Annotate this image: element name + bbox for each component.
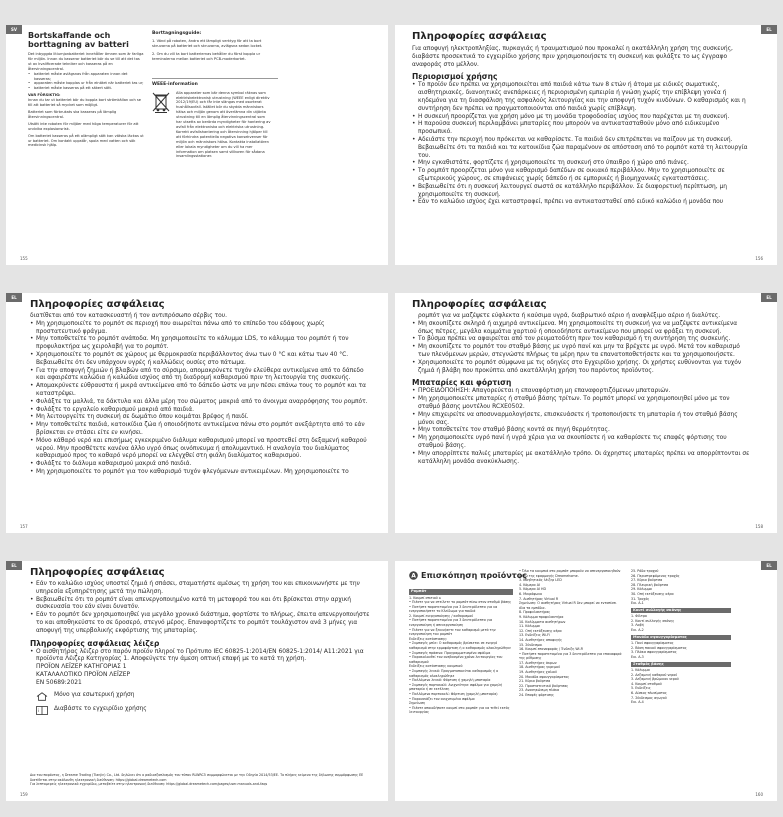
- part-item: 18. Αισθητήρας γκρεμού: [519, 665, 560, 670]
- part-item: 24. Επαφές φόρτισης: [519, 693, 554, 698]
- list-item: • apparaten måste kopplas ur från elnätet när batteriet tas ur;: [28, 81, 144, 86]
- list-item: • Μόνο κάθαρό νερό και επισήμως εγκεκριμένο διάλυμα καθαρισμού μπορεί να προστεθεί στη δεξαμενή καθαρού νερού. Μην προσθέτετε κανένα άλλο υγρό όπως οινόπνευμα ή απολυμαντικό. Η αναλογία του διαλύματος καθαρισμού προς το καθαρό νερό μπορεί να ελεγχθεί στη φιάλη διαλύματος καθαρισμού.: [30, 438, 370, 461]
- list-item: • Μη σκουπίζετε το ρομπότ του σταθμό βάσης με υγρό πανί και μην τα βρέχετε με υγρό. Μετά τον καθαρισμό των πλενόμενων μερών, στεγνώστε πλήρως τα μέρη πριν τα επανατοποθετήσετε και τα χρησιμοποιήσετε.: [412, 344, 752, 360]
- content: [30, 567, 370, 715]
- list-item: • Το βύσμα πρέπει να αφαιρείται από τον ρευματοδότη πριν τον καθαρισμό ή τη συντήρηση της συσκευής.: [412, 336, 752, 344]
- list-item: • Φυλάξτε τα μαλλιά, τα δάκτυλα και άλλα μέρη του σώματος μακριά από το άνοιγμα αναρρόφησης του ρομπότ.: [30, 399, 370, 407]
- list-item: • Το προϊόν δεν πρέπει να χρησιμοποιείται από παιδιά κάτω των 8 ετών ή άτομα με ειδικές σωματικές, αισθητηριακές, διανοητικές ανεπάρκειες ή περιορισμένη εμπειρία ή γνώση χωρίς την επίβλεψη γονέα ή κηδεμόνα για τη διασφάλιση της ασφαλούς λειτουργίας και την αποφυγή τυχόν κινδύνων. Ο καθαρισμός και η συντήρηση δεν πρέπει να πραγματοποιούνται από παιδιά χωρίς επίβλεψη.: [412, 82, 752, 113]
- lead-text: διατίθεται από τον κατασκευαστή ή τον αντιπρόσωπο σέρβις του.: [30, 313, 228, 319]
- part-item: 7. Αισθητήρας Virtual R: [519, 596, 559, 601]
- list-item: • Η συσκευή προορίζεται για χρήση μόνο με τη μονάδα τροφοδοσίας ισχύος που παρέχεται με τη συσκευή.: [412, 114, 752, 122]
- part-item: 1. Κάλυμμα: [631, 668, 650, 672]
- guide-step: 2. Om du vill ta bort batteriernas behåller du först koppla ur terminalerna mellan batteriet och PCB-moderkortet.: [152, 51, 261, 61]
- part-item: • Πιέστε για να ξεκινήσετε τον καθαρισμό μετά την ενεργοποίηση του ρομπότ: [409, 627, 496, 637]
- bullet-list: [412, 388, 752, 466]
- language-tab: EL: [761, 293, 777, 302]
- part-item: 5. Ενδείξεις: [631, 686, 651, 691]
- list-item: • Μη χρησιμοποιείτε υγρό πανί ή υγρά χέρια για να σκουπίσετε ή να καθαρίσετε τις επαφές φόρτισης του σταθμού βάσης.: [412, 435, 752, 451]
- page-title: Πληροφορίες ασφάλειας: [30, 567, 165, 578]
- laser-class-line: ΚΑΤΑΛΑΛΟΤΙΚΟ ΠΡΟΪΟΝ ΛΕΪΖΕΡ: [36, 671, 131, 678]
- part-item: Εικ. Α-3: [631, 654, 644, 659]
- part-item: 20. Μονάδα σφουγγαρίσματος: [519, 674, 570, 679]
- content: [30, 299, 370, 477]
- part-item: 8. Προφυλακτήρας: [519, 610, 551, 615]
- section-heading: Πληροφορίες ασφάλειας λέιζερ: [30, 638, 160, 648]
- language-tab: EL: [761, 561, 777, 570]
- part-item: 26. Περιστρεφόμενος τροχός: [631, 573, 680, 578]
- manual-link-text: Για λεπτομερείς ηλεκτρονικό εγχειρίδιο, μεταβείτε στην ηλεκτρονική διεύθυνση: https://global.dreametech.com/pages/user-manuals-and-faqs: [30, 782, 268, 787]
- part-item: 23. Ανασηκώσιμη πλάκα: [519, 688, 560, 693]
- part-item: 4. Κάμερα AI: [519, 582, 540, 587]
- part-item: 6. Μικρόφωνο: [519, 591, 543, 596]
- page-160: [395, 561, 777, 801]
- section-heading: WEEE-information: [152, 81, 198, 87]
- list-item: • Βεβαιωθείτε ότι η συσκευή λειτουργεί σωστά σε κατάλληλο περιβάλλον. Σε διαφορετική περίπτωση, μη χρησιμοποιείτε τη συσκευή.: [412, 184, 752, 200]
- part-item: 30. Οπή εκτόξευσης αέρα: [631, 591, 674, 596]
- laser-class-line: EN 50689:2021: [36, 679, 82, 686]
- divider: [152, 78, 278, 79]
- page-157: [6, 293, 388, 533]
- lead-text: ρομπότ για να μαζέψετε εύφλεκτα ή καύσιμα υγρά, διαβρωτικό αέριο ή αναφλέξιμο αέριο ή διαλύτες.: [418, 313, 721, 319]
- caution-text: Innan du tar ut batteriet bör du koppla bort strömkällan och se till att batteriet så mycket som möjligt.: [28, 98, 142, 108]
- list-item: • batteriet måste avlägsnas från apparaten innan det kasseras;: [28, 72, 144, 82]
- list-item: • Μην απορρίπτετε παλιές μπαταρίες με ακατάλληλο τρόπο. Οι άχρηστες μπαταρίες πρέπει να απορρίπτονται σε κατάλληλη μονάδα ανακύκλωσης.: [412, 451, 752, 467]
- part-item: 25. Ρόδα τροχού: [631, 569, 659, 573]
- list-item: • Φυλάξτε το εργαλείο καθαρισμού μακριά από παιδιά.: [30, 407, 370, 415]
- bullet-list: [28, 72, 144, 92]
- footer: [30, 773, 380, 787]
- part-item: Εικ. Α-4: [631, 700, 644, 705]
- dustbin-parts-list: [631, 614, 731, 632]
- part-item: 2. Βάση πανιού σφουγγαρίσματος: [631, 645, 687, 650]
- part-item: Εικ. Α-2: [631, 628, 644, 633]
- part-item: • Συμπαγές πράσινο: Προγραμματισμένο σφάλμα: [409, 650, 491, 655]
- part-item: • Πατήστε παρατεταμένα για 3 δευτερόλεπτα για επαναφορά της ρύθμισης: [519, 651, 622, 661]
- part-item: 10. Καλύμματα αισθητήρων: [519, 619, 566, 624]
- part-item: 6. Δίσκος πλυσίματος: [631, 690, 667, 695]
- page-title-line2: borttagning av batteri: [28, 40, 129, 49]
- list-item: • Εάν το καλώδιο ισχύος υποστεί ζημιά ή σπάσει, σταματήστε αμέσως τη χρήση του και επικοινωνήστε με την υπηρεσία εξυπηρέτησης μετά την πώληση.: [30, 581, 370, 597]
- part-item: 2. Κουτί συλλογής σκόνης: [631, 618, 675, 623]
- bullet-list: [30, 649, 370, 665]
- list-item: • Χρησιμοποιείτε το ρομπότ σύμφωνα με τις οδηγίες στο Εγχειρίδιο χρήσης. Οι χρήστες ευθύνονται για τυχόν ζημιά ή βλάβη που προκύπτει από ακατάλληλη χρήση του παρόντος προϊόντος.: [412, 360, 752, 376]
- svg-text:A: A: [411, 572, 416, 580]
- indoor-use-row: [30, 692, 370, 701]
- part-item: 22. Προστατευτικό βούρτσας: [519, 683, 569, 688]
- section-a-badge-icon: [409, 571, 418, 580]
- manual-label: Διαβάστε το εγχειρίδιο χρήσης: [54, 706, 147, 713]
- list-item: • Μη λειτουργείτε τη συσκευή σε δωμάτιο όπου κοιμάται βρέφος ή παιδί.: [30, 414, 370, 422]
- part-item: • Συμπαγές μπλε: Ο καθαρισμός βρίσκεται σε ενεργό καθαρισμό στην ερμοφόρτιση ή ο καθαρισμός ολοκληρώθηκε: [409, 641, 511, 651]
- part-item: 3. Βοηθητικός λέιζερ LED: [519, 578, 562, 583]
- bullet-list: [30, 321, 370, 477]
- part-item: • Όλα τα κουμπιά στο ρομπότ μπορούν να απενεργοποιηθούν μέσω της εφαρμογής Dreamehome.: [519, 569, 621, 578]
- section-bar: Σταθμός βάσης: [631, 662, 731, 668]
- overview-column-3: [631, 569, 731, 705]
- list-item: • Η παρούσα συσκευή περιλαμβάνει μπαταρίες που μπορούν να αντικατασταθούν μόνο από ειδικευμένο προσωπικό.: [412, 121, 752, 137]
- list-item: • Μη χρησιμοποιείτε το ρομπότ σε περιοχή που αιωρείται πάνω από το επίπεδο του εδάφους χωρίς προστατευτικό φράγμα.: [30, 321, 370, 337]
- bullet-list: [412, 82, 752, 207]
- list-item: • batteriet måste kasseras på ett säkert sätt.: [28, 86, 144, 91]
- list-item: • Για την αποφυγή ζημιών ή βλαβών από το σύρσιμο, απομακρύνετε τυχόν ελεύθερα αντικείμενα από το δάπεδο και αφαιρέστε καλώδια ή καλώδια ισχύος από τη διαδρομή καθαρισμού πριν τη λειτουργία της συσκευής.: [30, 368, 370, 384]
- page-number: 156: [755, 256, 763, 261]
- bullet-list: [30, 581, 370, 636]
- robot-parts-list-end: [631, 569, 731, 606]
- disposal-column-2: [152, 31, 278, 159]
- manual-book-icon: [36, 706, 48, 715]
- part-item: • Πιέστε οποιοδήποτε κουμπί στο ρομπότ για να τεθεί εκτός λειτουργίας: [409, 705, 510, 715]
- base-station-parts-list: [631, 668, 731, 705]
- part-item: 13. Ενδείξεις Wi-Fi: [519, 633, 550, 638]
- manual-row: [30, 706, 370, 715]
- list-item: • Χρησιμοποιείτε το ρομπότ σε χώρους με θερμοκρασία περιβάλλοντος άνω των 0 °C και κάτω των 40 °C. Βεβαιωθείτε ότι δεν υπάρχουν υγρές ή καλλώδεις ουσίες στο πάτωμα.: [30, 352, 370, 368]
- overview-column-2: [519, 569, 623, 698]
- list-item: • Μη χρησιμοποιείτε μπαταρίες ή σταθμό βάσης τρίτων. Το ρομπότ μπορεί να χρησιμοποιηθεί μόνο με τον σταθμό βάσης μοντέλου RCXE0502.: [412, 396, 752, 412]
- part-item: • Παρουσιάζει τον ανιχνευμένο σφάλμα: [409, 696, 475, 701]
- part-item: 3. Πλάκα σφουγγαρίσματος: [631, 650, 677, 655]
- svg-text:i: i: [38, 707, 40, 713]
- mop-parts-list: [631, 641, 731, 659]
- list-item: • Μην τοποθετείτε το ρομπότ ανάποδα. Μη χρησιμοποιείτε το κάλυμμα LDS, το κάλυμμα του ρομπότ ή τον προφυλακτήρα ως χειρολαβή για το ρομπότ.: [30, 336, 370, 352]
- list-item: • Απομακρύνετε εύθραυστα ή μικρά αντικείμενα από το δάπεδο ώστε να μην πέσει επάνω τους το ρομπότ και τα καταστρέψει.: [30, 383, 370, 399]
- part-item: 14. Αισθητήρες αποφυγής: [519, 637, 563, 642]
- part-item: 11. Κάλυμμα: [519, 624, 540, 629]
- part-item: Σημείωση: Ο αισθητήρας Virtual R δεν μπορεί να εντοπίσει όλα τα εμπόδια.: [519, 601, 617, 610]
- part-item: 21. Κύρια βούρτσα: [519, 679, 551, 684]
- part-item: • Πατήστε παρατεταμένα για 3 δευτερόλεπτα για ενεργοποίηση ή απενεργοποίηση: [409, 618, 493, 628]
- page-title: Πληροφορίες ασφάλειας: [412, 31, 547, 42]
- weee-text: Alla apparater som bär denna symbol räknas som elektriskelektronisk utrustning (WEEE enligt direktiv 2012/19/EU) och får inte slängas med osorterat hushållsavfall. Istället bör du skydda människors hälsa och miljön genom att överlämna din utjänta utrustning till en lämplig återvinningscentral som har utsetts av berörda myndigheter för hantering av avfall från elektroniska och elektriska utrustning. Korrekt avfallshantering och återvinning hjälper till att förhindra potentiella negativa konsekvenser för miljön och människors hälsa. Kontakta installatören eller lokala myndigheter om du vill ha mer information om platsen samt villkoren för sådana insamlingsstationer.: [176, 90, 271, 159]
- title-row: [409, 571, 527, 580]
- part-item: 27. Κύρια βούρτσα: [631, 578, 663, 583]
- list-item: • Μην εγκαθιστάτε, φορτίζετε ή χρησιμοποιείτε τη συσκευή στο ύπαιθρο ή χώρο από πιάνες.: [412, 160, 752, 168]
- part-item: 16. Κουμπί επαναφοράς / Ένδειξη Wi-Fi: [519, 647, 584, 652]
- list-item: • Μην τοποθετείτε παιδιά, κατοικίδια ζώα ή οποιοδήποτε αντικείμενα πάνω στο ρομπότ ανεξάρτητα από το εάν βρίσκεται εν στάσει είτε εν κινήσει.: [30, 422, 370, 438]
- part-item: Εικ. Α-1: [631, 601, 644, 606]
- section-heading: Περιορισμοί χρήσης: [412, 72, 498, 82]
- part-item: 15. Σύνδεσμοι: [519, 642, 543, 647]
- page-155: [6, 25, 388, 265]
- part-item: 2. Κουμπί ενεργοποίησης / καθαρισμού: [409, 613, 474, 618]
- list-item: • ΠΡΟΕΙΔΟΠΟΙΗΣΗ: Απαγορεύεται η επαναφόρτιση μη επαναφορτιζόμενων μπαταριών.: [412, 388, 752, 396]
- part-item: 28. Πλευρική βούρτσα: [631, 582, 669, 587]
- page-title: Bortskaffande och: [28, 31, 111, 40]
- part-item: 17. Αισθητήρες άκρων: [519, 660, 557, 665]
- list-item: • Μη χρησιμοποιείτε το ρομπότ για τον καθαρισμό τυχόν φλεγόμενων αντικειμένων. Μη χρησιμοποιείτε το: [30, 469, 370, 477]
- page-title: Πληροφορίες ασφάλειας: [412, 299, 547, 310]
- part-item: 4. Κουμπί σταθμού: [631, 681, 662, 686]
- disposal-column-1: [28, 31, 144, 148]
- part-item: • Συμπαγές πορτοκαλί: Ανιχνεύτηκε σφάλμα για χαμηλή μπαταρία ή σε εκτέλεση: [409, 682, 503, 692]
- part-item: 7. Σύνδεσμος αγωγού: [631, 695, 667, 700]
- content: [412, 299, 752, 466]
- section-heading: Borttagningsguide:: [152, 31, 202, 36]
- section-heading: Μπαταρίες και φόρτιση: [412, 378, 512, 388]
- list-item: • Μην τοποθετείτε τον σταθμό βάσης κοντά σε πηγή θερμότητας.: [412, 427, 752, 435]
- part-item: 31. Τροχός: [631, 596, 650, 601]
- language-tab: SV: [6, 25, 22, 34]
- part-item: • Πιέστε για να στείλετε το ρομπότ πίσω στον σταθμό βάσης: [409, 600, 512, 605]
- part-item: Ενδείξεις κατάστασης:: [409, 636, 448, 641]
- part-item: Ενδείξεις κατάστασης κουμπιού:: [409, 664, 464, 669]
- list-item: • Το ρομπότ προορίζεται μόνο για καθαρισμό δαπέδων σε οικιακό περιβάλλον. Μην το χρησιμοποιείτε σε εξωτερικούς χώρους, σε επιφάνειες χωρίς δάπεδο ή σε εμπορικές ή βιομηχανικές εγκαταστάσεις.: [412, 168, 752, 184]
- laser-class-line: ΠΡΟΪΟΝ ΛΕΪΖΕΡ ΚΑΤΗΓΟΡΙΑΣ 1: [36, 664, 127, 671]
- page-number: 159: [20, 792, 28, 797]
- page-title: Επισκόπηση προϊόντος: [421, 571, 528, 580]
- language-tab: EL: [6, 293, 22, 302]
- caution-text: Utsätt inte roboten för miljöer med höga temperaturer för att undvika explosionsrisk.: [28, 121, 139, 131]
- robot-parts-list-cont: [519, 569, 623, 698]
- page-number: 158: [755, 524, 763, 529]
- page-number: 155: [20, 256, 28, 261]
- list-item: • Μην επιχειρείτε να αποσυναρμολογήσετε, επισκευάσετε ή τροποποιήσετε τη μπαταρία ή τον σταθμό βάσης μόνοι σας.: [412, 412, 752, 428]
- part-item: • Παλλόμενο πορτοκαλί: Φόρτιση (χαμηλή μπαταρία): [409, 691, 498, 696]
- intro-text: Det inbyggda litiumjonbatteriet innehåller ämnen som är farliga för miljön. Innan du kasserar batteriet bör du se till att det tas ut av kvalificerade tekniker och kasseras på en återvinningscentral.: [28, 52, 144, 71]
- list-item: • Φυλάξτε το διάλυμα καθαρισμού μακριά από παιδιά.: [30, 461, 370, 469]
- section-bar: Ρομπότ: [409, 589, 513, 595]
- part-item: 29. Κάλυμμα: [631, 587, 652, 592]
- section-bar: Μονάδα σφουγγαρίσματος: [631, 635, 731, 641]
- robot-parts-list: [409, 596, 513, 715]
- content: [412, 31, 752, 207]
- overview-column-1: [409, 587, 513, 715]
- part-item: 2. Δεξαμενή καθαρού νερού: [631, 672, 678, 677]
- page-title: Πληροφορίες ασφάλειας: [30, 299, 165, 310]
- list-item: • Εάν το καλώδιο ισχύος έχει καταστραφεί, πρέπει να αντικατασταθεί από ειδικό καλώδιο ή μονάδα που: [412, 199, 752, 207]
- part-item: 12. Οπή εκτόξευσης αέρα: [519, 628, 562, 633]
- weee-block: [152, 91, 278, 160]
- page-number: 157: [20, 524, 28, 529]
- list-item: • Μη σκουπίζετε σκληρά ή αιχμηρά αντικείμενα. Μη χρησιμοποιείτε τη συσκευή για να μαζέψετε αντικείμενα όπως πέτρες, μεγάλα κομμάτια χαρτιού ή οποιοδήποτε αντικείμενο που μπορεί να φράξει τη συσκευή.: [412, 321, 752, 337]
- page-158: [395, 293, 777, 533]
- part-item: Σημείωση: [409, 701, 426, 706]
- indoor-use-label: Μόνο για εσωτερική χρήση: [54, 692, 135, 699]
- list-item: • Αδειάστε την περιοχή που πρόκειται να καθαρίσετε. Τα παιδιά δεν επιτρέπεται να παίζουν με τη συσκευή. Βεβαιωθείτε ότι τα παιδιά και τα κατοικίδια ζώα παραμένουν σε απόσταση από το ρομπότ κατά τη λειτουργία του.: [412, 137, 752, 160]
- part-item: 1. Φίλτρο: [631, 614, 647, 619]
- guide-step: 1. Vänd på roboten, ändra ett lämpligt verktyg för att ta bort skruvarna på batteriet och skruvarna, avlägsna sedan locket.: [152, 39, 263, 48]
- part-item: 3. Λαβή: [631, 623, 644, 628]
- house-icon: [36, 692, 48, 701]
- part-item: 19. Αισθητήρες χαλιού: [519, 670, 557, 675]
- list-item: • Ο αισθητήρας λέιζερ στο παρόν προϊόν πληροί το Πρότυπο IEC 60825-1:2014/EN 60825-1:2014/ A11:2021 για προϊόντα Λέιζερ Κατηγορίας 1. Αποφεύγετε την άμεση οπτική επαφή με το κατά τη χρήση.: [30, 649, 370, 665]
- part-item: • Πατήστε παρατεταμένα για 3 δευτερόλεπτα για να ενεργοποιήσετε το Κλείδωμα για παιδιά: [409, 604, 498, 614]
- caution-text: Om batteriet kasseras på ett olämpligt sätt kan vätska läckas ut ur batteriet. Om kontakt uppstår, spola med vatten och sök medicinsk hjälp.: [28, 133, 144, 148]
- declaration-text: Δια του παρόντος, η Dreame Trading (Tianjin) Co., Ltd. δηλώνει ότι ο ραδιοεξοπλισμός του τύπου RLWRC5 συμμορφώνεται με την Οδηγία 2014/53/ΕΕ. Το πλήρες κείμενο της δήλωσης συμμόρφωσης ΕΕ διατίθεται στην ακόλουθη ηλεκτρονική διεύθυνση: https://global.dreametech.com: [30, 773, 364, 782]
- caution-text: Batteriet som förbrukats ska kasseras på lämplig återvinningscentral.: [28, 109, 117, 119]
- page-number: 160: [755, 792, 763, 797]
- part-item: 1. Κουμπί σπιτιού ⌂: [409, 595, 441, 600]
- part-item: 5. Κάμερα AI HD: [519, 587, 547, 592]
- part-item: 3. Δεξαμενή βρώμικου νερού: [631, 677, 679, 682]
- part-item: • Παλλόμενο λευκό: Φόρτιση ή χαμηλή μπαταρία: [409, 678, 491, 683]
- page-156: [395, 25, 777, 265]
- crossed-bin-icon: [152, 91, 170, 113]
- part-item: • Συμπαγής λευκό: Πραγματοποιείται καθαρισμός ή ο καθαρισμός ολοκληρώθηκε: [409, 669, 499, 678]
- list-item: • Εάν το ρομπότ δεν χρησιμοποιηθεί για μεγάλο χρονικό διάστημα, φορτίστε το πλήρως, έπειτα απενεργοποιήστε το και αποθηκεύστε το σε δροσερό, στεγνό μέρος. Επαναφορτίζετε το ρομπότ τουλάχιστον ανά 3 μήνες για αποφυγή της υπερβολικής εκφόρτισης της μπαταρίας.: [30, 612, 370, 635]
- intro-text: Για αποφυγή ηλεκτροπληξίας, πυρκαγιάς ή τραυματισμού που προκαλεί η ακατάλληλη χρήση της συσκευής, διαβάστε προσεκτικά το εγχειρίδιο χρήσης πριν χρησιμοποιήσετε τη συσκευή και φυλάξτε το ως έγγραφο αναφοράς στο μέλλον.: [412, 46, 733, 68]
- part-item: 9. Κάλυμμα προφυλακτήρα: [519, 614, 564, 619]
- section-bar: Κουτί συλλογής σκόνης: [631, 608, 731, 614]
- bullet-list: [412, 321, 752, 376]
- language-tab: EL: [6, 561, 22, 570]
- part-item: 1. Πανί σφουγγαρίσματος: [631, 641, 674, 646]
- caution-heading: VAR FÖRSIKTIG:: [28, 93, 61, 98]
- list-item: • Βεβαιωθείτε ότι το ρομπότ είναι απενεργοποιημένο κατά τη μεταφορά του και ότι βρίσκεται στην αρχική συσκευασία του εάν είναι δυνατόν.: [30, 597, 370, 613]
- page-159: [6, 561, 388, 801]
- language-tab: EL: [761, 25, 777, 34]
- part-item: • Παρακολουθεί τον ανεβασμένο χρόνο λειτουργίας του καθαρισμού: [409, 655, 503, 664]
